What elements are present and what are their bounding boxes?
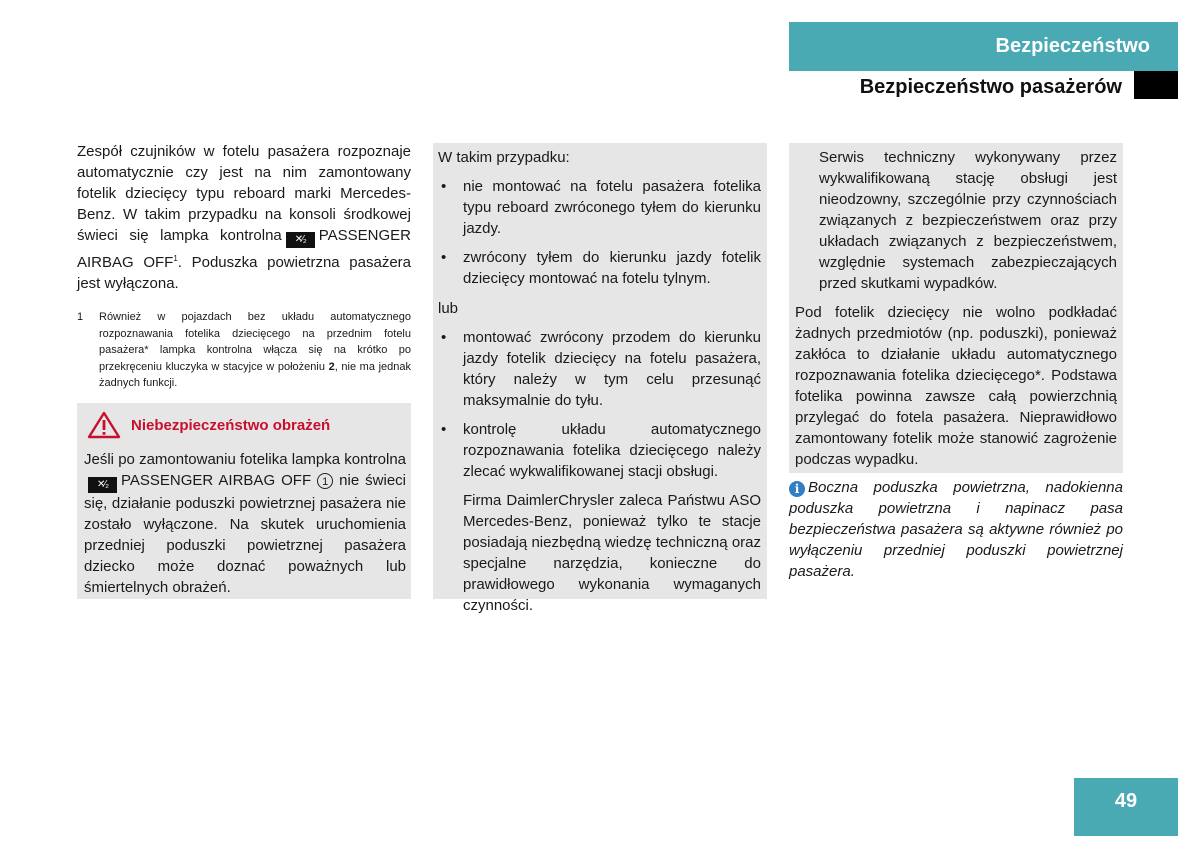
warning-text	[84, 449, 406, 598]
warning-header	[84, 411, 406, 439]
page-number	[1074, 778, 1178, 836]
section-title: Bezpieczeństwo	[995, 35, 1150, 57]
warning-triangle-icon	[87, 411, 121, 439]
middle-intro: W takim przypadku:	[438, 149, 570, 166]
info-icon: i	[789, 481, 805, 497]
footnote-ref: 1	[173, 254, 178, 263]
or-text: lub	[438, 300, 459, 317]
list-item-text: montować zwrócony przodem do kierunku jazdy fotelik dziecięcy na fotelu pasażera, który należy w tym celu przesunąć maksymalnie do tyłu.	[463, 329, 761, 409]
intro-text-end: . Poduszka powietrzna pasażera jest wyłączona.	[77, 254, 412, 292]
footnote-text	[99, 309, 411, 392]
dealer-note: Firma DaimlerChrysler zaleca Państwu ASO Mercedes-Benz, ponieważ tylko te stacje posiadają niezbędną wiedzę techniczną oraz specjalne narzędzia, konieczne do prawidłowego wykonania wymaganych czynności.	[463, 492, 761, 614]
info-note	[789, 477, 1123, 582]
bullet-dot: •	[441, 249, 447, 266]
passenger-airbag-off-icon: ✕⁄₂	[88, 477, 117, 493]
warning-text-part1: Jeśli po zamontowaniu fotelika lampka kontrolna	[84, 451, 406, 468]
service-paragraph: Serwis techniczny wykonywany przez wykwalifikowaną stację obsługi jest nieodzowny, szczególnie przy czynnościach związanych z bezpieczeństwem oraz przy układach związanych z bezpieczeństwem, względnie systemach zabezpieczających przed skutkami wypadków.	[819, 149, 1117, 292]
passenger-airbag-off-icon: ✕⁄₂	[286, 232, 315, 248]
section-tab	[789, 22, 1178, 71]
indicator-label: PASSENGER AIRBAG OFF	[77, 227, 411, 271]
child-seat-paragraph: Pod fotelik dziecięcy nie wolno podkładać żadnych przedmiotów (np. poduszki), ponieważ zakłóca to działanie układu automatycznego rozpoznawania fotelika dziecięcego*. Podstawa fotelika powinna zawsze całą powierzchnią przylegać do fotela pasażera. Nieprawidłowo zamontowany fotelik może stanowić zagrożenie podczas wypadku.	[795, 304, 1117, 468]
subsection-title: Bezpieczeństwo pasażerów	[859, 76, 1122, 98]
warning-text-part2: nie świeci się, działanie poduszki powietrznej pasażera nie zostało wyłączone. Na skutek uruchomienia przedniej poduszki powietrznej pasażera dziecko może doznać poważnych lub śmiertelnych obrażeń.	[84, 472, 407, 596]
column-right-box	[789, 143, 1123, 473]
footnote	[77, 309, 411, 392]
list-item	[438, 327, 761, 411]
list-item-text: zwrócony tyłem do kierunku jazdy fotelik dziecięcy montować na fotelu tylnym.	[463, 249, 761, 287]
footnote-text-part2: , nie ma jednak żadnych funkcji.	[99, 360, 411, 389]
column-left	[77, 141, 411, 392]
intro-text: Zespół czujników w fotelu pasażera rozpoznaje automatycznie czy jest na nim zamontowany fotelik dziecięcy typu reboard marki Mercedes-Benz. W takim przypadku na konsoli środkowej świeci się lampka kontrolna	[77, 143, 411, 244]
thumb-index-mark	[1134, 71, 1178, 99]
bullet-dot: •	[441, 178, 447, 195]
warning-indicator-label: PASSENGER AIRBAG OFF	[121, 472, 312, 489]
warning-title: Niebezpieczeństwo obrażeń	[131, 416, 331, 434]
list-item-text: kontrolę układu automatycznego rozpoznawania fotelika dziecięcego należy zlecać wykwalifikowanej stacji obsługi.	[463, 421, 761, 480]
callout-number: 1	[317, 473, 333, 489]
info-text: Boczna poduszka powietrzna, nadokienna poduszka powietrzna i napinacz pasa bezpieczeństwa pasażera są aktywne również po wyłączeniu przedniej poduszki powietrznej pasażera.	[789, 479, 1123, 580]
list-item	[438, 247, 761, 289]
list-item	[438, 419, 761, 482]
footnote-bold: 2	[328, 360, 335, 373]
warning-box	[77, 403, 411, 599]
bullet-dot: •	[441, 421, 447, 438]
column-middle	[433, 143, 767, 614]
footnote-number: 1	[77, 311, 84, 323]
page-number-text: 49	[1114, 789, 1138, 812]
list-item	[438, 176, 761, 239]
list-item-text: nie montować na fotelu pasażera fotelika typu reboard zwróconego tyłem do kierunku jazdy.	[463, 178, 761, 237]
footnote-text-part1: Również w pojazdach bez układu automatycznego rozpoznawania fotelika dziecięcego na przednim fotelu pasażera* lampka kontrolna włącza się na krótko po przekręceniu kluczyka w stacyjce w położeniu	[99, 311, 411, 373]
intro-paragraph	[77, 141, 411, 294]
bullet-dot: •	[441, 329, 447, 346]
